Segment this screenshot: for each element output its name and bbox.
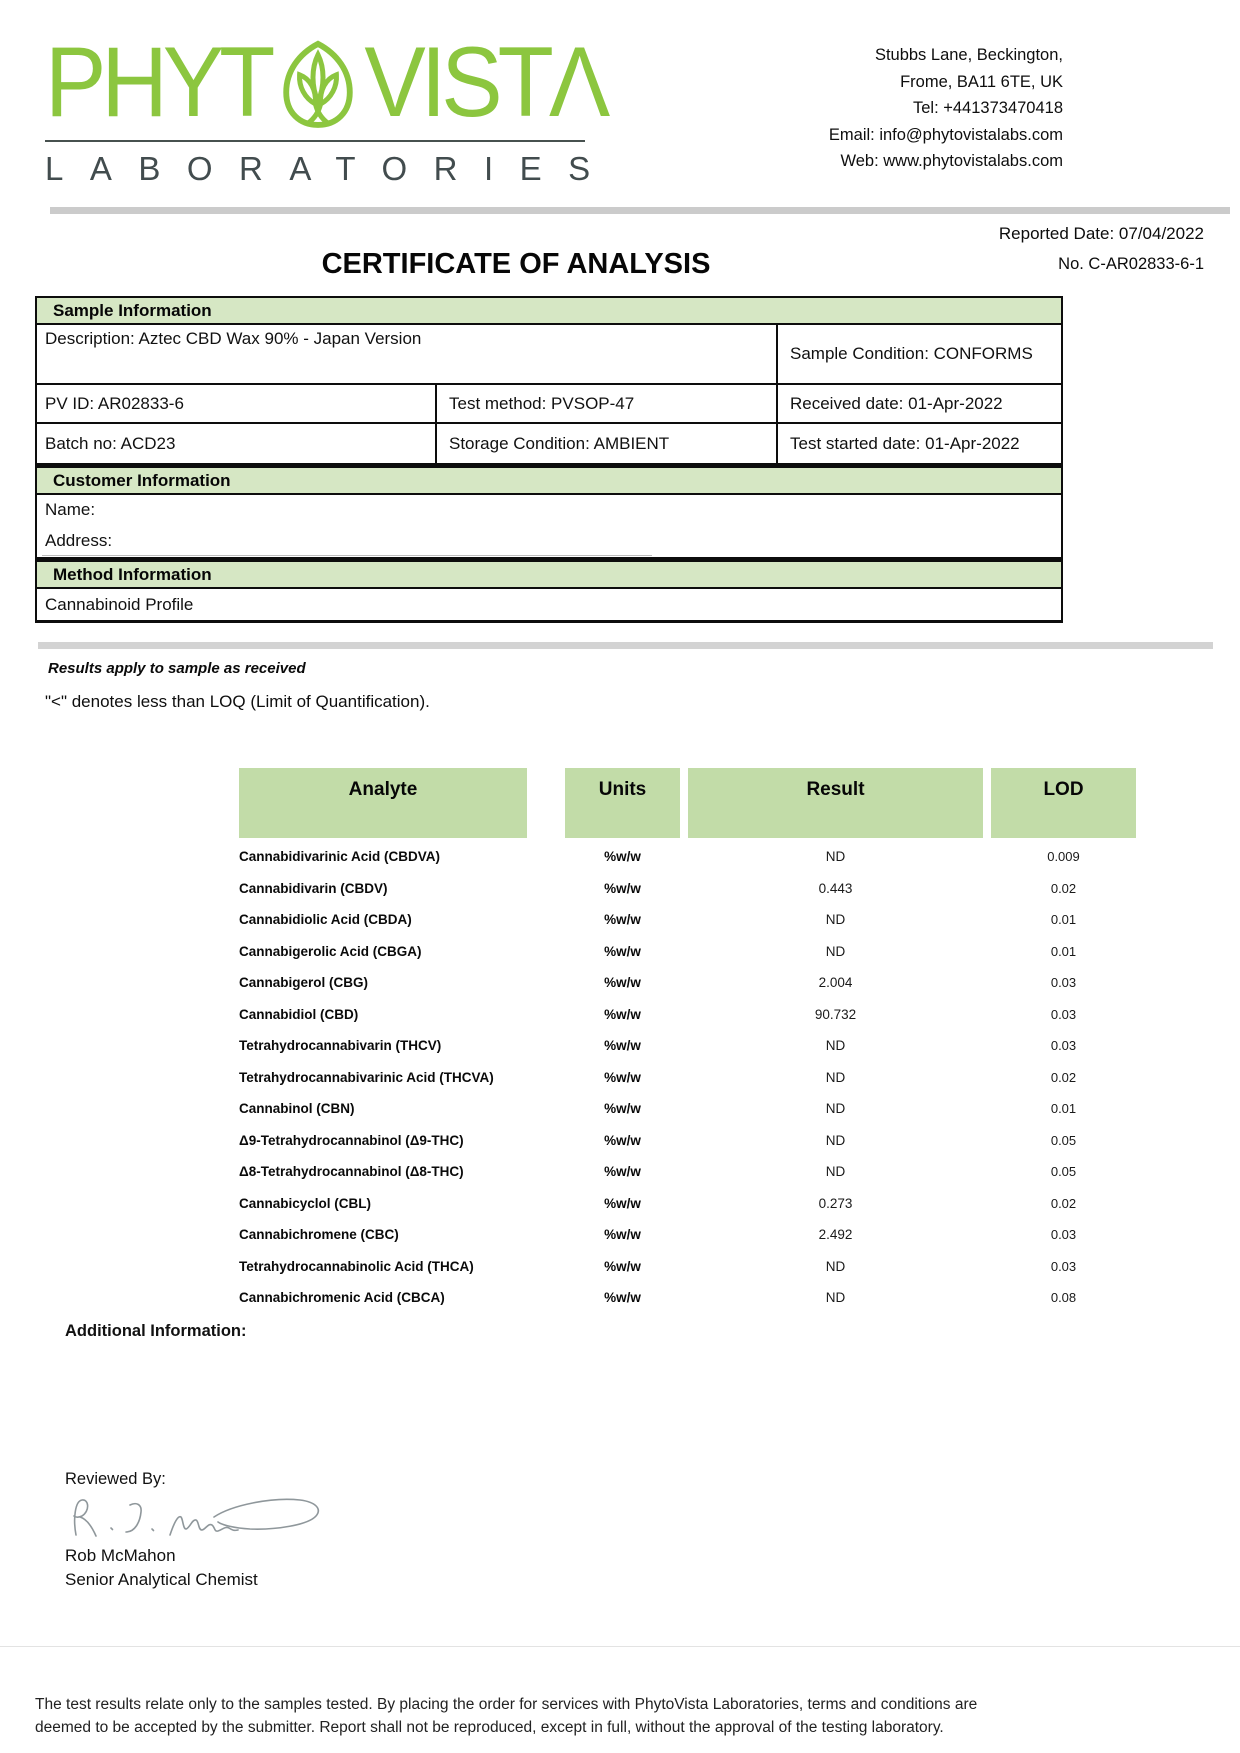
table-row bbox=[239, 936, 1136, 968]
results-table-body bbox=[239, 838, 1136, 1314]
certificate-number: No. C-AR02833-6-1 bbox=[1058, 255, 1204, 273]
table-row bbox=[239, 967, 1136, 999]
leaf-icon bbox=[276, 38, 360, 130]
customer-information-header: Customer Information bbox=[37, 468, 1061, 495]
contact-address-line2: Frome, BA11 6TE, UK bbox=[900, 72, 1063, 91]
result-cell: 2.004 bbox=[818, 975, 853, 991]
results-table-header bbox=[239, 768, 1136, 838]
units-cell: %w/w bbox=[604, 1132, 641, 1148]
loq-note: "<" denotes less than LOQ (Limit of Quantification). bbox=[45, 692, 430, 711]
test-started-date: Test started date: 01-Apr-2022 bbox=[790, 433, 1020, 453]
result-cell: ND bbox=[825, 1101, 846, 1117]
lod-cell: 0.03 bbox=[1050, 1006, 1077, 1022]
additional-information-label: Additional Information: bbox=[65, 1322, 247, 1340]
lod-cell: 0.02 bbox=[1050, 1069, 1077, 1085]
contact-email: Email: info@phytovistalabs.com bbox=[828, 125, 1063, 144]
lod-cell: 0.05 bbox=[1050, 1164, 1077, 1180]
units-cell: %w/w bbox=[604, 1258, 641, 1274]
analyte-cell: Cannabigerol (CBG) bbox=[239, 975, 369, 991]
received-date: Received date: 01-Apr-2022 bbox=[790, 393, 1003, 413]
result-cell: 2.492 bbox=[818, 1227, 853, 1243]
units-cell: %w/w bbox=[604, 1038, 641, 1054]
contact-address-line1: Stubbs Lane, Beckington, bbox=[874, 46, 1063, 64]
contact-phone: Tel: +441373470418 bbox=[912, 99, 1063, 117]
table-row bbox=[239, 904, 1136, 936]
analyte-cell: Cannabidivarin (CBDV) bbox=[239, 880, 388, 896]
phytovista-logo bbox=[45, 27, 617, 188]
analyte-cell: Cannabigerolic Acid (CBGA) bbox=[239, 943, 422, 959]
sample-condition: Sample Condition: CONFORMS bbox=[790, 344, 1033, 363]
result-cell: 90.732 bbox=[814, 1006, 857, 1022]
customer-information-section bbox=[35, 466, 1063, 560]
footer-disclaimer bbox=[35, 1694, 1210, 1739]
units-cell: %w/w bbox=[604, 849, 641, 865]
analyte-cell: Cannabidiol (CBD) bbox=[239, 1006, 359, 1022]
signature-image bbox=[62, 1487, 327, 1543]
analyte-cell: Tetrahydrocannabinolic Acid (THCA) bbox=[239, 1258, 474, 1274]
address-underline bbox=[42, 555, 652, 556]
sample-information-header: Sample Information bbox=[37, 298, 1061, 325]
units-cell: %w/w bbox=[604, 975, 641, 991]
logo-divider-line bbox=[45, 140, 585, 142]
column-header-result: Result bbox=[688, 768, 983, 838]
result-cell: ND bbox=[825, 943, 846, 959]
contact-web: Web: www.phytovistalabs.com bbox=[840, 152, 1063, 170]
reviewer-title: Senior Analytical Chemist bbox=[65, 1570, 258, 1589]
lod-cell: 0.05 bbox=[1050, 1132, 1077, 1148]
units-cell: %w/w bbox=[604, 880, 641, 896]
lod-cell: 0.03 bbox=[1050, 975, 1077, 991]
result-cell: ND bbox=[825, 912, 846, 928]
lod-cell: 0.02 bbox=[1050, 1195, 1077, 1211]
lab-contact-info bbox=[829, 42, 1063, 175]
table-row bbox=[239, 999, 1136, 1031]
method-name: Cannabinoid Profile bbox=[45, 594, 194, 614]
result-cell: ND bbox=[825, 1069, 846, 1085]
lod-cell: 0.009 bbox=[1047, 849, 1080, 865]
units-cell: %w/w bbox=[604, 1006, 641, 1022]
units-cell: %w/w bbox=[604, 1195, 641, 1211]
analyte-cell: Δ9-Tetrahydrocannabinol (Δ9-THC) bbox=[239, 1132, 464, 1148]
column-header-lod: LOD bbox=[991, 768, 1136, 838]
column-header-units: Units bbox=[565, 768, 680, 838]
result-cell: 0.443 bbox=[818, 880, 853, 896]
customer-information-body bbox=[37, 495, 1061, 557]
info-sections bbox=[35, 296, 1063, 623]
reviewer-name: Rob McMahon bbox=[65, 1546, 176, 1565]
table-row bbox=[239, 1125, 1136, 1157]
lod-cell: 0.03 bbox=[1050, 1038, 1077, 1054]
sample-description-row bbox=[37, 325, 1061, 385]
sample-info-row-2 bbox=[37, 424, 1061, 463]
analyte-cell: Δ8-Tetrahydrocannabinol (Δ8-THC) bbox=[239, 1164, 464, 1180]
result-cell: ND bbox=[825, 849, 846, 865]
method-information-header: Method Information bbox=[37, 562, 1061, 589]
units-cell: %w/w bbox=[604, 1227, 641, 1243]
batch-no: Batch no: ACD23 bbox=[37, 424, 437, 463]
lod-cell: 0.01 bbox=[1050, 943, 1077, 959]
lod-cell: 0.03 bbox=[1050, 1227, 1077, 1243]
analyte-cell: Cannabidivarinic Acid (CBDVA) bbox=[239, 849, 441, 865]
result-cell: 0.273 bbox=[818, 1195, 853, 1211]
units-cell: %w/w bbox=[604, 943, 641, 959]
units-cell: %w/w bbox=[604, 1164, 641, 1180]
header-divider bbox=[50, 207, 1230, 214]
customer-address-label: Address: bbox=[45, 531, 113, 550]
table-row bbox=[239, 1062, 1136, 1094]
units-cell: %w/w bbox=[604, 1069, 641, 1085]
logo-wordmark bbox=[45, 27, 606, 138]
lod-cell: 0.02 bbox=[1050, 880, 1077, 896]
result-cell: ND bbox=[825, 1164, 846, 1180]
customer-name-label: Name: bbox=[45, 500, 96, 519]
analyte-cell: Cannabinol (CBN) bbox=[239, 1101, 355, 1117]
test-method: Test method: PVSOP-47 bbox=[437, 385, 778, 422]
lod-cell: 0.08 bbox=[1050, 1290, 1077, 1306]
analyte-cell: Cannabichromenic Acid (CBCA) bbox=[239, 1290, 445, 1306]
sample-info-row-1 bbox=[37, 385, 1061, 424]
analyte-cell: Tetrahydrocannabivarin (THCV) bbox=[239, 1038, 442, 1054]
table-row bbox=[239, 841, 1136, 873]
results-apply-note: Results apply to sample as received bbox=[48, 660, 306, 677]
lod-cell: 0.01 bbox=[1050, 912, 1077, 928]
analyte-cell: Tetrahydrocannabivarinic Acid (THCVA) bbox=[239, 1069, 494, 1085]
footer-divider bbox=[0, 1646, 1240, 1647]
result-cell: ND bbox=[825, 1132, 846, 1148]
table-row bbox=[239, 1030, 1136, 1062]
logo-word-right: VISTΛ bbox=[364, 27, 606, 138]
cannabinoid-results-table bbox=[239, 768, 1136, 1314]
table-row bbox=[239, 873, 1136, 905]
method-information-section bbox=[35, 560, 1063, 623]
reviewed-by-label: Reviewed By: bbox=[65, 1470, 166, 1488]
table-row bbox=[239, 1251, 1136, 1283]
logo-word-left: PHYT bbox=[45, 27, 271, 138]
storage-condition: Storage Condition: AMBIENT bbox=[437, 424, 778, 463]
table-row bbox=[239, 1219, 1136, 1251]
reported-date: Reported Date: 07/04/2022 bbox=[998, 224, 1204, 243]
footer-line-2: deemed to be accepted by the submitter. Report shall not be reproduced, except in full, without the approval of the testing laboratory. bbox=[35, 1718, 944, 1736]
section-divider bbox=[38, 642, 1213, 649]
pv-id: PV ID: AR02833-6 bbox=[37, 385, 437, 422]
result-cell: ND bbox=[825, 1290, 846, 1306]
result-cell: ND bbox=[825, 1038, 846, 1054]
units-cell: %w/w bbox=[604, 1290, 641, 1306]
result-cell: ND bbox=[825, 1258, 846, 1274]
footer-line-1: The test results relate only to the samples tested. By placing the order for services with PhytoVista Laboratories, terms and conditions are bbox=[35, 1696, 978, 1713]
analyte-cell: Cannabicyclol (CBL) bbox=[239, 1195, 372, 1211]
lod-cell: 0.01 bbox=[1050, 1101, 1077, 1117]
logo-subtitle: LABORATORIES bbox=[45, 150, 617, 187]
table-row bbox=[239, 1093, 1136, 1125]
sample-description: Description: Aztec CBD Wax 90% - Japan Version bbox=[37, 325, 778, 383]
units-cell: %w/w bbox=[604, 912, 641, 928]
analyte-cell: Cannabichromene (CBC) bbox=[239, 1227, 399, 1243]
analyte-cell: Cannabidiolic Acid (CBDA) bbox=[239, 912, 412, 928]
sample-information-section bbox=[35, 296, 1063, 466]
table-row bbox=[239, 1156, 1136, 1188]
units-cell: %w/w bbox=[604, 1101, 641, 1117]
column-header-analyte: Analyte bbox=[239, 768, 527, 838]
table-row bbox=[239, 1188, 1136, 1220]
page-title: CERTIFICATE OF ANALYSIS bbox=[321, 248, 711, 280]
lod-cell: 0.03 bbox=[1050, 1258, 1077, 1274]
table-row bbox=[239, 1282, 1136, 1314]
